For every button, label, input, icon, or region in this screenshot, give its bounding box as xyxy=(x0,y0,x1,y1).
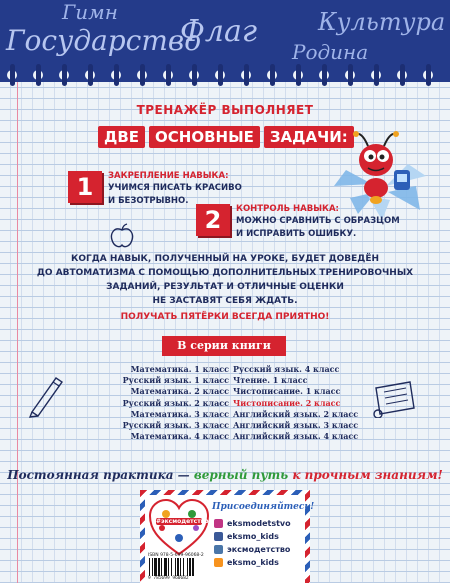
series-list-left xyxy=(117,364,229,442)
binding-coil xyxy=(296,64,301,86)
binding-coil xyxy=(62,64,67,86)
binding-coil xyxy=(36,64,41,86)
series-item-right: Чистописание. 2 класс xyxy=(233,397,341,408)
slogan xyxy=(0,468,450,482)
binding-coil xyxy=(218,64,223,86)
binding-coil xyxy=(426,64,431,86)
slogan-part-1: Постоянная практика — xyxy=(7,468,190,482)
barcode-bar xyxy=(168,558,169,576)
trainer-heading: ТРЕНАЖЁР ВЫПОЛНЯЕТ xyxy=(136,103,314,117)
binding-coil xyxy=(166,64,171,86)
binding-coil xyxy=(270,64,275,86)
series-item-right: Чтение. 1 класс xyxy=(233,375,308,386)
series-item-right: Английский язык. 4 класс xyxy=(233,431,359,442)
ok-icon xyxy=(214,558,223,567)
barcode-bar xyxy=(161,558,162,576)
barcode-digits: 9 785699 960682 xyxy=(148,576,189,581)
barcode-bar xyxy=(154,558,157,576)
task-1-number: 1 xyxy=(68,171,102,203)
series-item-right: Чистописание. 1 класс xyxy=(233,386,341,397)
banner-word-state: Государство xyxy=(6,24,202,57)
instagram-icon xyxy=(214,519,223,528)
banner-word-culture: Культура xyxy=(318,8,446,36)
vk-icon xyxy=(214,545,223,554)
banner-word-anthem: Гимн xyxy=(62,0,118,24)
social-row[interactable] xyxy=(214,517,291,529)
subheading-word-two: ДВЕ xyxy=(98,126,145,148)
social-row[interactable] xyxy=(214,543,291,555)
task-1-text-line-2: И БЕЗОТРЫВНО. xyxy=(108,196,189,206)
slogan-part-3: к xyxy=(292,468,301,482)
subheading-word-main: ОСНОВНЫЕ xyxy=(149,126,260,148)
series-item-left: Русский язык. 2 класс xyxy=(122,397,229,408)
barcode-bar xyxy=(177,558,179,576)
binding-coil xyxy=(140,64,145,86)
facebook-icon xyxy=(214,532,223,541)
barcode-bar xyxy=(149,558,150,576)
series-item-right: Английский язык. 2 класс xyxy=(233,408,359,419)
pencil-doodle-icon xyxy=(26,372,66,418)
binding-coil xyxy=(322,64,327,86)
series-item-left: Русский язык. 3 класс xyxy=(122,420,229,431)
paragraph-line-3: ЗАДАНИЙ, РЕЗУЛЬТАТ И ОТЛИЧНЫЕ ОЦЕНКИ xyxy=(106,282,344,292)
series-item-left: Математика. 1 класс xyxy=(130,364,229,374)
paragraph-line-2: ДО АВТОМАТИЗМА С ПОМОЩЬЮ ДОПОЛНИТЕЛЬНЫХ ТРЕНИРОВОЧНЫХ xyxy=(36,268,414,278)
isbn-text: ISBN 978-5-699-96068-2 xyxy=(148,553,204,558)
task-2-text-line-1: МОЖНО СРАВНИТЬ С ОБРАЗЦОМ xyxy=(236,216,400,226)
series-item-left: Русский язык. 1 класс xyxy=(122,375,229,386)
join-label: Присоединяйтесь! xyxy=(212,502,315,512)
social-handle: эксмодетство xyxy=(227,544,291,554)
barcode-bar xyxy=(164,558,167,576)
banner-word-flag: Флаг xyxy=(180,14,258,49)
barcode-bar xyxy=(187,558,188,576)
heart-logo-icon xyxy=(148,498,210,556)
apple-doodle-icon xyxy=(108,222,136,250)
task-2-title: КОНТРОЛЬ НАВЫКА: xyxy=(236,204,339,214)
trainer-subheading xyxy=(98,126,358,148)
series-item-left: Математика. 3 класс xyxy=(130,408,229,419)
social-handle: eksmodetstvo xyxy=(227,518,291,528)
series-list-right xyxy=(233,364,359,442)
ant-mascot-illustration xyxy=(328,126,428,221)
binding-coil xyxy=(400,64,405,86)
binding-coil xyxy=(88,64,93,86)
series-item-right: Русский язык. 4 класс xyxy=(233,364,340,374)
social-handle: eksmo_kids xyxy=(227,557,279,567)
paragraph-emphasis: ПОЛУЧАТЬ ПЯТЁРКИ ВСЕГДА ПРИЯТНО! xyxy=(120,312,330,322)
slogan-part-2: верный путь xyxy=(193,468,289,482)
paragraph-line-4: НЕ ЗАСТАВЯТ СЕБЯ ЖДАТЬ. xyxy=(152,296,298,306)
series-item-left: Математика. 2 класс xyxy=(130,386,229,397)
social-handle: eksmo_kids xyxy=(227,531,279,541)
series-label: В серии книги xyxy=(162,336,286,356)
scroll-doodle-icon xyxy=(370,378,420,418)
social-row[interactable] xyxy=(214,530,291,542)
slogan-part-4: прочным знаниям! xyxy=(304,468,443,482)
banner-word-homeland: Родина xyxy=(292,40,369,64)
task-2-number: 2 xyxy=(196,204,230,236)
binding-coil xyxy=(192,64,197,86)
series-item-right: Английский язык. 3 класс xyxy=(233,420,359,431)
paragraph-line-1: КОГДА НАВЫК, ПОЛУЧЕННЫЙ НА УРОКЕ, БУДЕТ ДОВЕДЁН xyxy=(71,254,379,264)
heart-hashtag: #эксмодетство xyxy=(156,518,209,525)
binding-coil xyxy=(348,64,353,86)
task-1-title: ЗАКРЕПЛЕНИЕ НАВЫКА: xyxy=(108,171,229,181)
binding-coil xyxy=(374,64,379,86)
barcode-bar xyxy=(152,558,153,576)
binding-coil xyxy=(114,64,119,86)
spiral-binding xyxy=(0,64,450,104)
binding-coil xyxy=(10,64,15,86)
task-2-text-line-2: И ИСПРАВИТЬ ОШИБКУ. xyxy=(236,229,357,239)
barcode-bar xyxy=(171,558,172,576)
series-item-left: Математика. 4 класс xyxy=(130,431,229,442)
task-1-text-line-1: УЧИМСЯ ПИСАТЬ КРАСИВО xyxy=(108,183,242,193)
barcode-bar xyxy=(158,558,160,576)
binding-coil xyxy=(244,64,249,86)
social-list xyxy=(214,517,291,569)
subheading-word-tasks: ЗАДАЧИ: xyxy=(264,126,354,148)
barcode-bar xyxy=(175,558,176,576)
barcode-icon xyxy=(148,558,208,578)
barcode-bar xyxy=(180,558,181,576)
barcode-bar xyxy=(189,558,191,576)
barcode-bar xyxy=(183,558,184,576)
social-row[interactable] xyxy=(214,556,291,568)
barcode-bar xyxy=(192,558,194,576)
